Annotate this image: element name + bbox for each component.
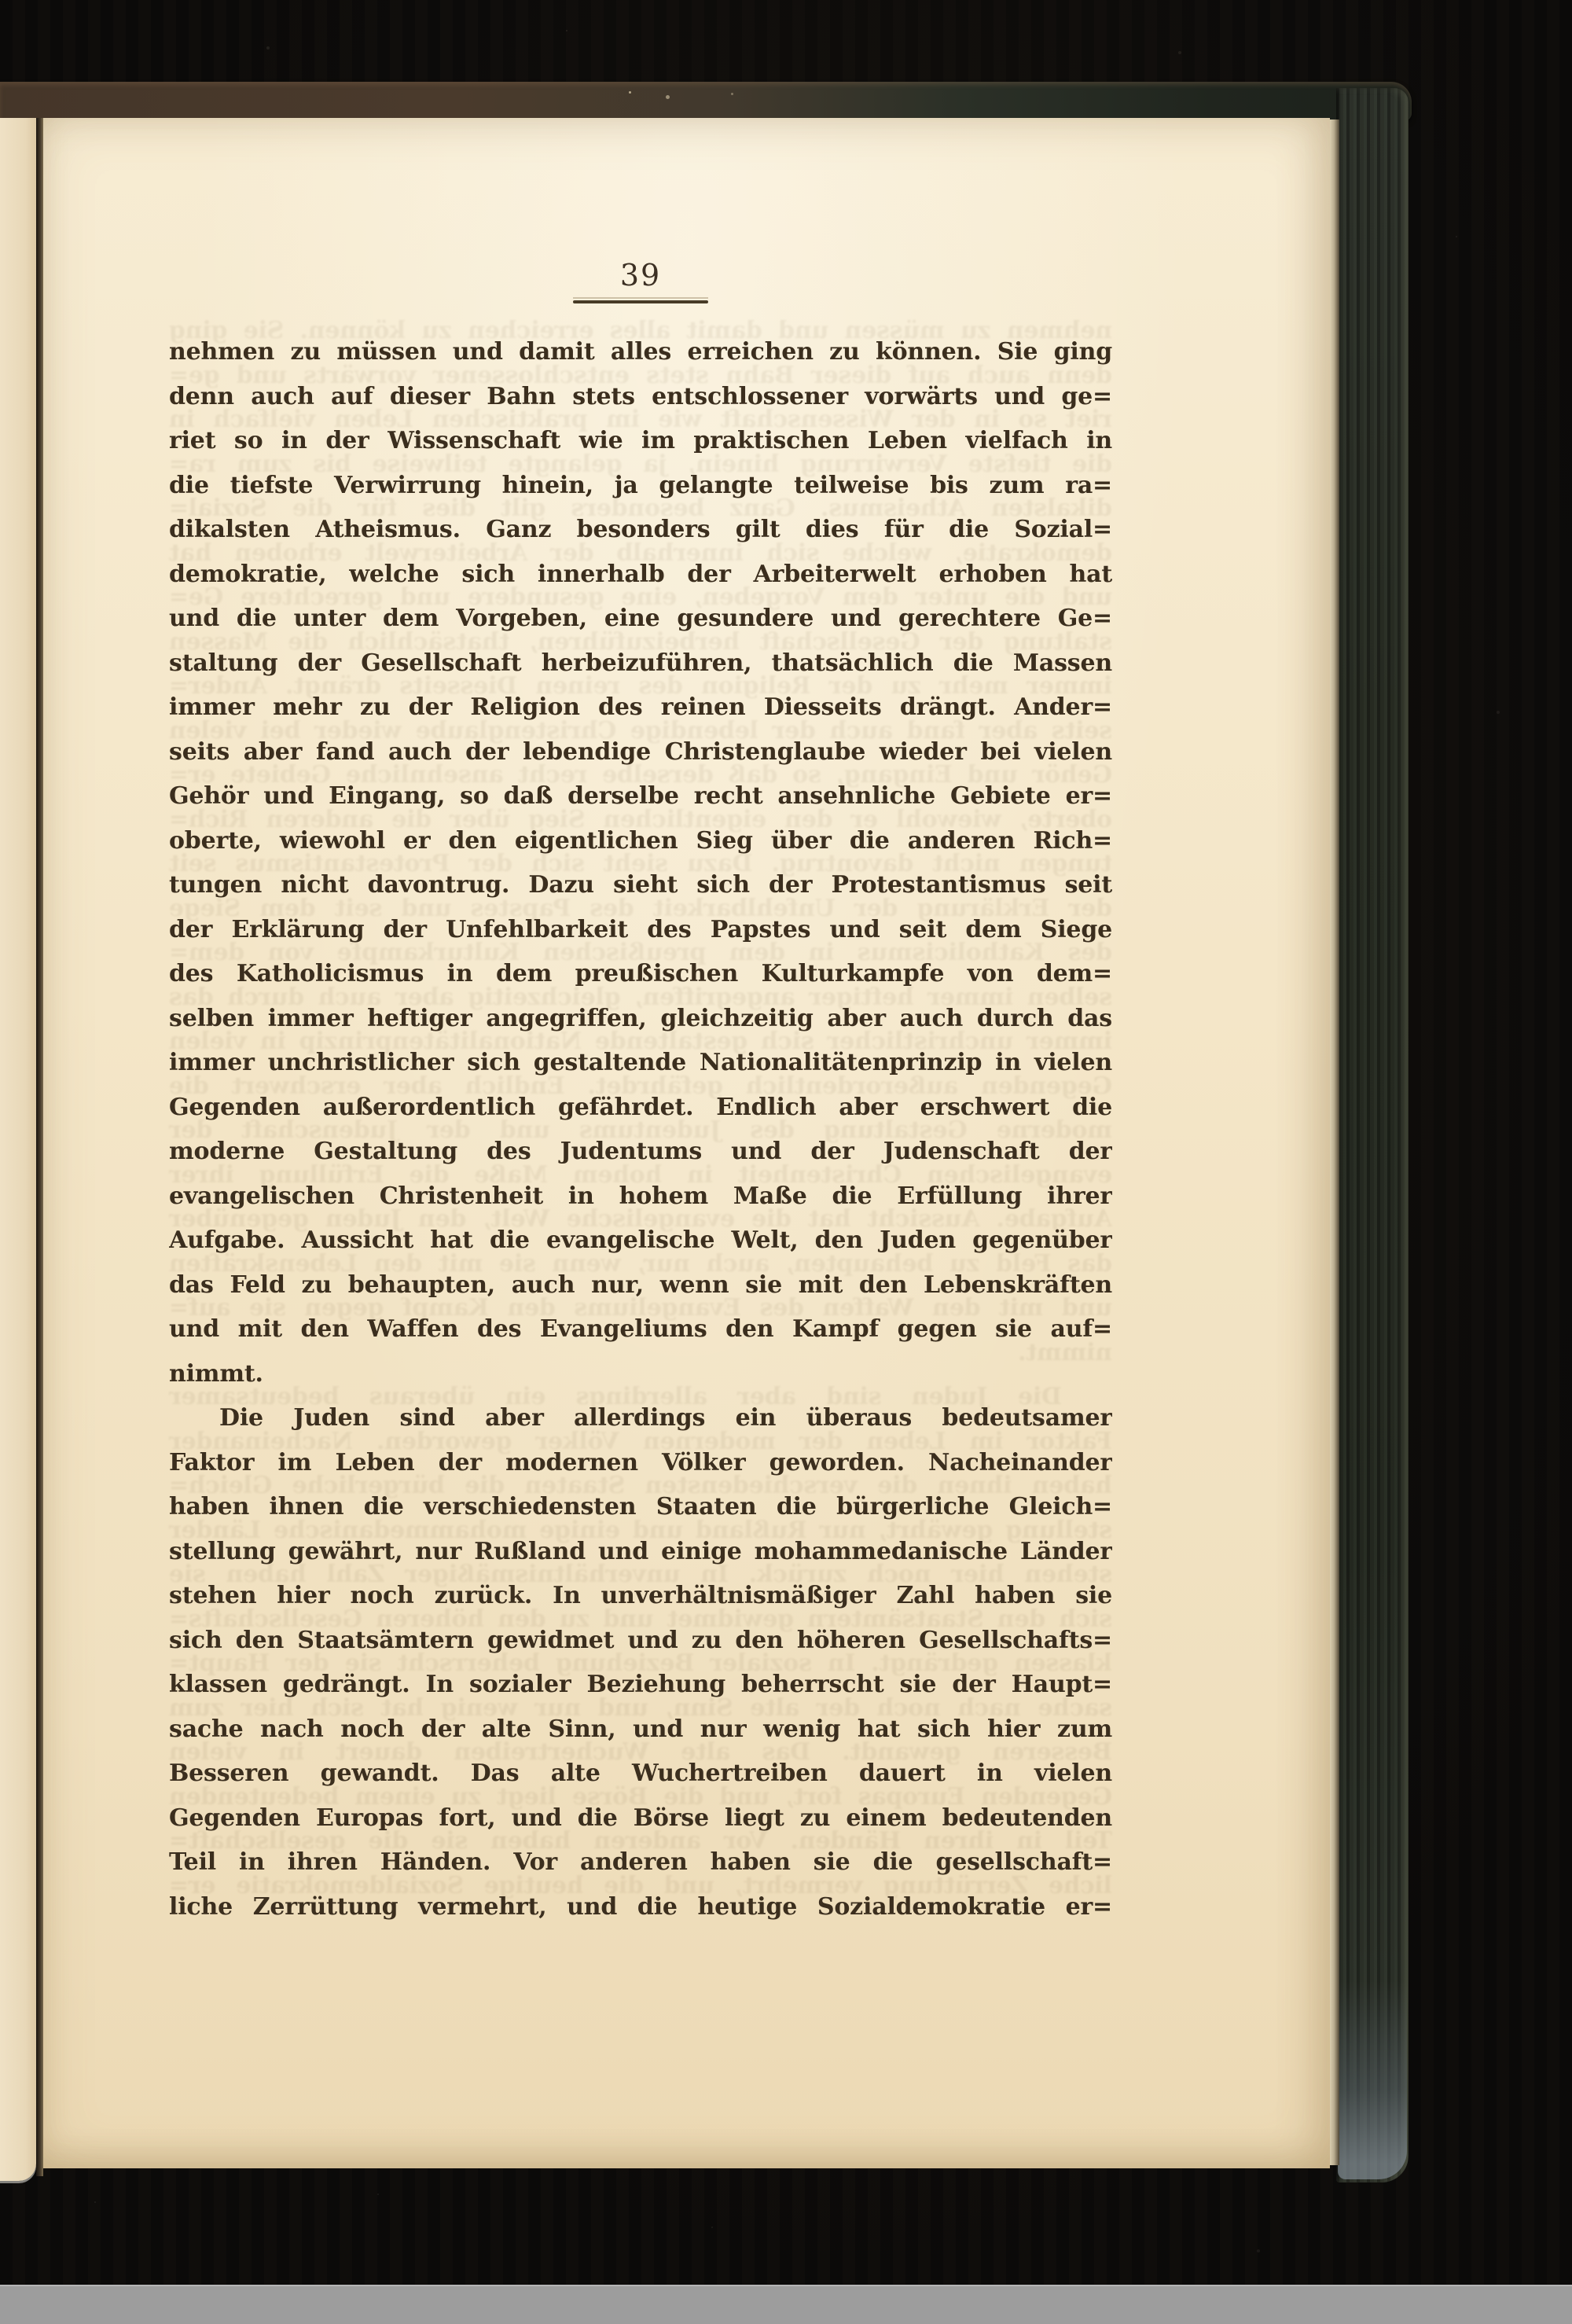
text-line: klassen gedrängt. In sozialer Beziehung beherrscht sie der Haupt= bbox=[169, 1671, 1112, 1698]
text-line: Gehör und Eingang, so daß derselbe recht ansehnliche Gebiete er= bbox=[169, 782, 1112, 810]
text-line: haben ihnen die verschiedensten Staaten die bürgerliche Gleich= bbox=[169, 1493, 1112, 1521]
book-cover-right-edge bbox=[1336, 88, 1409, 2182]
text-line: der Erklärung der Unfehlbarkeit des Papstes und seit dem Siege bbox=[169, 915, 1112, 943]
text-line: sich den Staatsämtern gewidmet und zu den höheren Gesellschafts= bbox=[169, 1626, 1112, 1654]
cover-worn-corner bbox=[1338, 1981, 1407, 2179]
leather-wear-flecks bbox=[629, 91, 631, 94]
text-line: Besseren gewandt. Das alte Wuchertreiben dauert in vielen bbox=[169, 1760, 1112, 1787]
text-line: riet so in der Wissenschaft wie im praktischen Leben vielfach in bbox=[169, 427, 1112, 454]
text-line: dikalsten Atheismus. Ganz besonders gilt dies für die Sozial= bbox=[169, 516, 1112, 543]
text-line: evangelischen Christenheit in hohem Maße die Erfüllung ihrer bbox=[169, 1182, 1112, 1210]
text-line: stellung gewährt, nur Rußland und einige mohammedanische Länder bbox=[169, 1537, 1112, 1565]
book-page bbox=[43, 118, 1330, 2168]
text-line: Teil in ihren Händen. Vor anderen haben sie die gesellschaft= bbox=[169, 1848, 1112, 1876]
text-line: selben immer heftiger angegriffen, gleichzeitig aber auch durch das bbox=[169, 1004, 1112, 1032]
text-line: seits aber fand auch der lebendige Christenglaube wieder bei vielen bbox=[169, 737, 1112, 766]
text-line: immer mehr zu der Religion des reinen Diesseits drängt. Ander= bbox=[169, 693, 1112, 721]
text-line: moderne Gestaltung des Judentums und der Judenschaft der bbox=[169, 1138, 1112, 1165]
page-number: 39 bbox=[619, 258, 662, 292]
text-line: die tiefste Verwirrung hinein, ja gelangte teilweise bis zum ra= bbox=[169, 471, 1112, 499]
text-line: sache nach noch der alte Sinn, und nur wenig hat sich hier zum bbox=[169, 1715, 1112, 1743]
text-line: des Katholicismus in dem preußischen Kulturkampfe von dem= bbox=[169, 960, 1112, 987]
text-line: und die unter dem Vorgeben, eine gesundere und gerechtere Ge= bbox=[169, 605, 1112, 632]
text-line: liche Zerrüttung vermehrt, und die heutige Sozialdemokratie er= bbox=[169, 1892, 1112, 1921]
page-number-rule-light bbox=[573, 297, 708, 299]
text-line: staltung der Gesellschaft herbeizuführen, thatsächlich die Massen bbox=[169, 649, 1112, 677]
text-line: und mit den Waffen des Evangeliums den Kampf gegen sie auf= bbox=[169, 1315, 1112, 1343]
book-top-leather-edge bbox=[0, 82, 1412, 121]
text-line: stehen hier noch zurück. In unverhältnismäßiger Zahl haben sie bbox=[169, 1582, 1112, 1609]
text-line: denn auch auf dieser Bahn stets entschlossener vorwärts und ge= bbox=[169, 382, 1112, 410]
underlying-page-edge bbox=[0, 118, 36, 2181]
text-line: Aufgabe. Aussicht hat die evangelische Welt, den Juden gegenüber bbox=[169, 1226, 1112, 1254]
text-line: nehmen zu müssen und damit alles erreichen zu können. Sie ging bbox=[169, 338, 1112, 366]
viewer-footer-bar bbox=[0, 2285, 1572, 2324]
text-line: das Feld zu behaupten, auch nur, wenn sie mit den Lebenskräften bbox=[169, 1270, 1112, 1299]
text-line: immer unchristlicher sich gestaltende Nationalitätenprinzip in vielen bbox=[169, 1049, 1112, 1076]
bleedthrough-ghost-text: nehmen zu müssen und damit alles erreichen zu können. Sie ging denn auch auf dieser Bahn stets entschlossener vorwärts und ge= riet so in der Wissenschaft wie im praktischen Leben vielfach in die tiefste Verwirrung hinein, ja gelangte teilweise bis zum ra= dikalsten Atheismus. Ganz besonders gilt dies für die Sozial= demokratie, welche sich innerhalb der Arbeiterwelt erhoben hat und die unter dem Vorgeben, eine gesundere und gerechtere Ge= staltung der Gesellschaft herbeizuführen, thatsächlich die Massen immer mehr zu der Religion des reinen Diesseits drängt. Ander= seits aber fand auch der lebendige Christenglaube wieder bei vielen Gehör und Eingang, so daß derselbe recht ansehnliche Gebiete er= oberte, wiewohl er den eigentlichen Sieg über die anderen Rich= tungen nicht davontrug. Dazu sieht sich der Protestantismus seit der Erklärung der Unfehlbarkeit des Papstes und seit dem Siege des Katholicismus in dem preußischen Kulturkampfe von dem= selben immer heftiger angegriffen, gleichzeitig aber auch durch das immer unchristlicher sich gestaltende Nationalitätenprinzip in vielen Gegenden außerordentlich gefährdet. Endlich aber erschwert die moderne Gestaltung des Judentums und der Judenschaft der evangelischen Christenheit in hohem Maße die Erfüllung ihrer Aufgabe. Aussicht hat die evangelische Welt, den Juden gegenüber das Feld zu behaupten, auch nur, wenn sie mit den Lebenskräften und mit den Waffen des Evangeliums den Kampf gegen sie auf= nimmt. Die Juden sind aber allerdings ein überaus bedeutsamer Faktor im Leben der modernen Völker geworden. Nacheinander haben ihnen die verschiedensten Staaten die bürgerliche Gleich= stellung gewährt, nur Rußland und einige mohammedanische Länder stehen hier noch zurück. In unverhältnismäßiger Zahl haben sie sich den Staatsämtern gewidmet und zu den höheren Gesellschafts= klassen gedrängt. In sozialer Beziehung beherrscht sie der Haupt= sache nach noch der alte Sinn, und nur wenig hat sich hier zum Besseren gewandt. Das alte Wuchertreiben dauert in vielen Gegenden Europas fort, und die Börse liegt zu einem bedeutenden Teil in ihren Händen. Vor anderen haben sie die gesellschaft= liche Zerrüttung vermehrt, und die heutige Sozialdemokratie er= bbox=[169, 317, 1112, 1899]
text-line: demokratie, welche sich innerhalb der Arbeiterwelt erhoben hat bbox=[169, 560, 1112, 588]
page-number-rule bbox=[573, 300, 708, 303]
text-line: Gegenden außerordentlich gefährdet. Endlich aber erschwert die bbox=[169, 1093, 1112, 1121]
text-line: Faktor im Leben der modernen Völker geworden. Nacheinander bbox=[169, 1448, 1112, 1476]
text-line: tungen nicht davontrug. Dazu sieht sich der Protestantismus seit bbox=[169, 871, 1112, 899]
page-number-block bbox=[169, 258, 1112, 303]
text-line: Gegenden Europas fort, und die Börse liegt zu einem bedeutenden bbox=[169, 1804, 1112, 1832]
text-line: oberte, wiewohl er den eigentlichen Sieg über die anderen Rich= bbox=[169, 826, 1112, 855]
text-line-paragraph-end: nimmt. bbox=[169, 1359, 263, 1388]
text-line-paragraph-start: Die Juden sind aber allerdings ein überaus bedeutsamer bbox=[219, 1404, 1112, 1432]
page-stack-fore-edge bbox=[1330, 120, 1339, 2165]
dust-specks bbox=[0, 0, 2, 2]
page-gutter-shadow bbox=[36, 118, 43, 2176]
body-text bbox=[169, 330, 1112, 1929]
